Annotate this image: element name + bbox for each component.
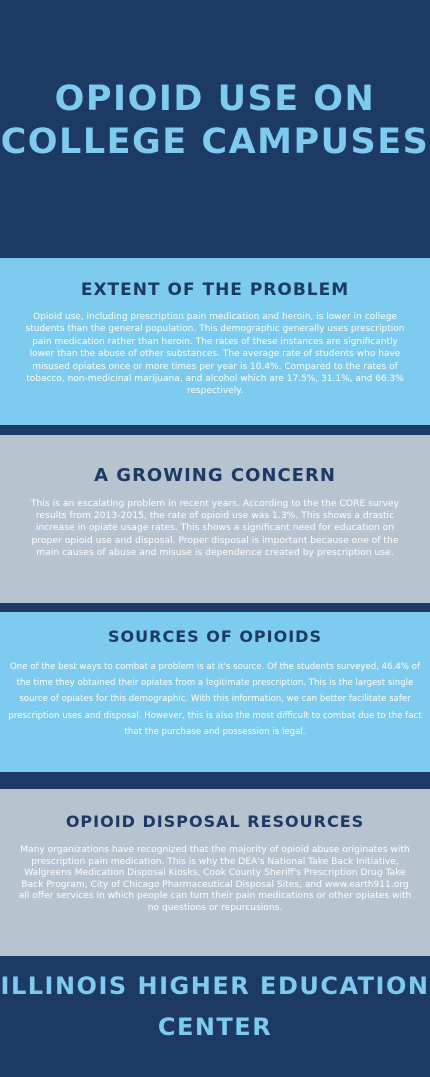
section-body: This is an escalating problem in recent years. According to the the CORE survey results from 2013-2015, the rate of opioid use was 1.3%. This shows a drastic increase in opiate usage rates. This shows a significant need for education on proper opioid use and disposal. Proper disposal is important because one of the main causes of abuse and misuse is dependence created by prescription use. — [30, 498, 400, 558]
section-heading: EXTENT OF THE PROBLEM — [80, 280, 350, 300]
footer-organization-name: ILLINOIS HIGHER EDUCATION CENTER — [0, 972, 430, 1041]
section-growing-concern — [0, 435, 430, 603]
page-title: OPIOID USE ON COLLEGE CAMPUSES — [0, 79, 430, 162]
section-body: Opioid use, including prescription pain medication and heroin, is lower in college students than the general population. This demographic generally uses prescription pain medication rather than heroin. The rates of these instances are significantly lower than the abuse of other substances. The average rate of students who have misused opiates once or more times per year is 10.4%. Compared to the rates of tobacco, non-medicinal marijuana, and alcohol which are 17.5%, 31.1%, and 66.3% respectively. — [25, 312, 405, 397]
section-heading: A GROWING CONCERN — [94, 465, 336, 486]
section-body: One of the best ways to combat a problem is at it's source. Of the students surveyed, 46.4% of the time they obtained their opiates from a legitimate prescription. This is the largest single source of opiates for this demographic. With this information, we can better facilitate safer prescription uses and disposal. However, this is also the most difficult to combat due to the fact that the purchase and possession is legal. — [8, 662, 422, 737]
section-extent-of-problem — [0, 258, 430, 425]
title-banner — [0, 0, 430, 232]
section-sources-of-opioids — [0, 612, 430, 772]
section-disposal-resources — [0, 789, 430, 956]
section-body: Many organizations have recognized that the majority of opioid abuse originates with prescription pain medication. This is why the DEA's National Take Back Initiative, Walgreens Medication Disposal Kiosks, Cook County Sheriff's Prescription Drug Take Back Program, City of Chicago Pharmaceutical Disposal Sites, and www.earth911.org all offer services in which people can turn their pain medications or other opiates with no questions or repurcusions. — [18, 845, 412, 913]
section-heading: SOURCES OF OPIOIDS — [108, 627, 322, 646]
footer-banner — [0, 956, 430, 1077]
section-heading: OPIOID DISPOSAL RESOURCES — [65, 812, 365, 831]
